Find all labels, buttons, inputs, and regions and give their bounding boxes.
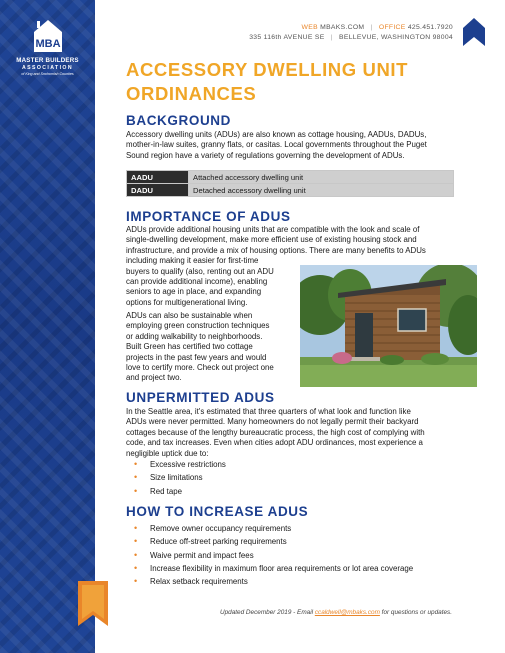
org-logo[interactable] [0, 18, 95, 77]
table-row [127, 171, 454, 184]
table-row [127, 184, 454, 197]
logo-mark-text: MBA [34, 38, 61, 50]
abbr-key: DADU [127, 184, 189, 197]
list-item: • Increase flexibility in maximum floor area requirements or lot area coverage [134, 562, 413, 575]
abbr-value: Attached accessory dwelling unit [189, 171, 454, 184]
unpermitted-heading: UNPERMITTED ADUS [126, 390, 275, 405]
abbr-value: Detached accessory dwelling unit [189, 184, 454, 197]
unpermitted-line: cottages because of the lengthy bureaucratic process, the high cost of complying with [126, 427, 425, 437]
sustainability-line: or adding walkability to neighborhoods. [126, 331, 263, 341]
sustainability-line: Built Green has certified two cottage [126, 342, 253, 352]
sustainability-line: employing green construction techniques [126, 321, 270, 331]
sustainability-line: projects in the past few years and would [126, 352, 267, 362]
address-city: BELLEVUE, WASHINGTON 98004 [339, 34, 453, 41]
increase-bullet-list [134, 522, 413, 588]
importance-line: infrastructure, and provide a mix of housing options. There are many benefits to ADUs [126, 245, 426, 255]
importance-line: can provide additional income), enabling [126, 277, 268, 287]
importance-line: seniors to age in place, and expanding [126, 287, 262, 297]
cottage-photo-illustration [300, 265, 477, 387]
unpermitted-line: In the Seattle area, it's estimated that three quarters of what look and function like [126, 407, 411, 416]
bookmark-chevron-icon [463, 18, 485, 46]
list-item: • Size limitations [134, 471, 226, 484]
web-label: WEB [301, 24, 318, 31]
background-heading: BACKGROUND [126, 113, 231, 128]
importance-heading: IMPORTANCE OF ADUS [126, 209, 291, 224]
increase-heading: HOW TO INCREASE ADUS [126, 504, 309, 519]
importance-line: including making it easier for first-time [126, 256, 259, 266]
abbreviation-table [126, 170, 454, 197]
footer-prefix: Updated December 2019 - Email [219, 609, 315, 616]
footer-email-link[interactable]: ccaldwell@mbaks.com [314, 609, 380, 616]
org-name: MASTER BUILDERS [16, 57, 79, 64]
list-item: • Reduce off-street parking requirements [134, 535, 413, 548]
importance-line: single-dwelling development, make more efficient use of existing housing stock and [126, 235, 417, 245]
footer-suffix: for questions or updates. [379, 609, 453, 616]
list-item: • Remove owner occupancy requirements [134, 522, 413, 535]
org-assoc: ASSOCIATION [21, 64, 74, 71]
sidebar [0, 0, 95, 653]
unpermitted-line: code, and tax increases. Even when cities adopt ADU ordinances, most experience a [126, 438, 423, 448]
office-phone[interactable]: 425.451.7920 [407, 24, 453, 31]
org-sub: of King and Snohomish Counties [21, 71, 74, 76]
unpermitted-bullet-list [134, 458, 226, 498]
background-line: Accessory dwelling units (ADUs) are also known as cottage housing, AADUs, DADUs, [126, 130, 427, 139]
list-item: • Excessive restrictions [134, 458, 226, 471]
background-line: Sound region have a variety of regulations governing the development of ADUs. [126, 150, 405, 160]
sustainability-line: ADUs can also be sustainable when [126, 311, 253, 320]
importance-line: options for multigenerational living. [126, 297, 248, 307]
background-line: mother-in-law suites, granny flats, or casitas. Local governments throughout the Puget [126, 140, 427, 150]
unpermitted-line: ADUs were never permitted. Many homeowners do not legally permit their backyard [126, 417, 419, 427]
title-line-1: ACCESSORY DWELLING UNIT [126, 59, 409, 80]
address-street: 335 116th AVENUE SE [249, 34, 325, 41]
background-paragraph [126, 130, 476, 161]
list-item: • Waive permit and impact fees [134, 549, 413, 562]
unpermitted-line: negligible uptick due to: [126, 448, 209, 458]
footer-note [206, 609, 466, 616]
list-item: • Red tape [134, 485, 226, 498]
web-link[interactable]: MBAKS.COM [320, 24, 365, 31]
list-item: • Relax setback requirements [134, 575, 413, 588]
contact-block: WEB MBAKS.COM | OFFICE 425.451.7920 335 116th AVENUE SE | BELLEVUE, WASHINGTON 98004 [249, 24, 453, 41]
cottage-photo [300, 265, 477, 387]
sustainability-paragraph [126, 311, 296, 384]
bookmark-ribbon-icon [78, 581, 108, 626]
sustainability-line: and project two. [126, 373, 182, 383]
mba-logo-icon [28, 18, 68, 54]
sustainability-line: love to certify more. Check out project one [126, 363, 274, 373]
abbr-key: AADU [127, 171, 189, 184]
page-title [126, 58, 476, 106]
importance-line: ADUs provide additional housing units that are compatible with the look and scale of [126, 225, 420, 234]
importance-line: buyers to qualify (also, renting out an ADU [126, 266, 274, 276]
office-label: OFFICE [378, 24, 406, 31]
unpermitted-paragraph [126, 407, 478, 459]
title-line-2: ORDINANCES [126, 83, 257, 104]
